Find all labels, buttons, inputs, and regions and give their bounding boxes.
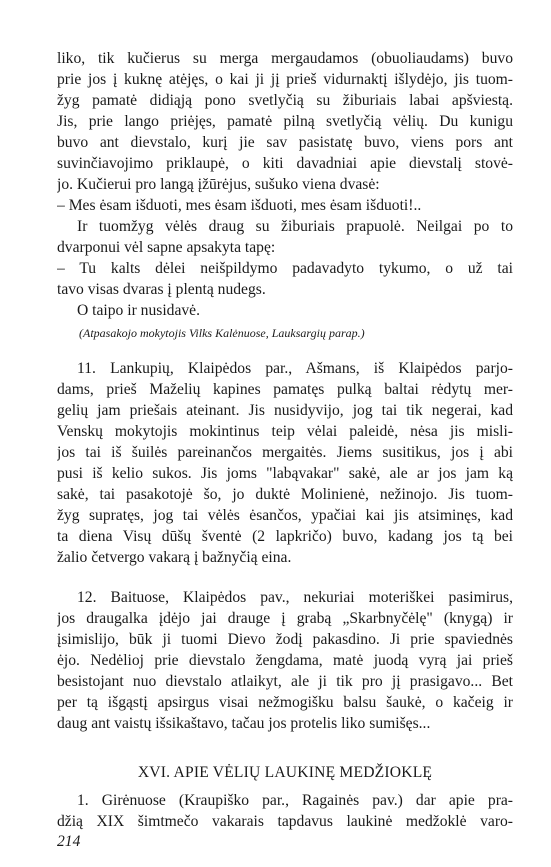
source-attribution: (Atpasakojo mokytojis Vilks Kalėnuose, Lauksargių parap.) xyxy=(79,326,365,340)
text-line: įsimislijo, būk ji tuomi Dievo žodį pakasdino. Ji prie spaviednės xyxy=(57,631,513,648)
text-line: jos tai iš šuilės pareinančos mergaitės. Jiems susitikus, jos į abi xyxy=(57,444,513,461)
text-line: suvinčiavojimo priklaupė, o kiti davadniai apie dievstalį stovė- xyxy=(57,155,513,172)
text-line: pusi iš kelio sukos. Jis joms "labąvakar" sakė, ale ar jos jam ką xyxy=(57,465,513,482)
text-line: liko, tik kučierus su merga mergaudamos (obuoliaudams) buvo xyxy=(57,50,513,67)
text-line: žalio četvergo vakarą į bažnyčią eina. xyxy=(57,549,292,566)
document-page xyxy=(57,0,513,867)
text-line: Ir tuomžyg vėlės draug su žiburiais prapuolė. Neilgai po to xyxy=(77,218,513,235)
text-line: 1. Girėnuose (Kraupiško par., Ragainės pav.) dar apie pra- xyxy=(77,792,513,809)
text-line: ėjo. Nedėlioj prie dievstalo žengdama, matė juodą vyrą jai prieš xyxy=(57,652,513,669)
text-line: sakė, tai pasakotojė šo, jo duktė Molinienė, nežinojo. Jis tuom- xyxy=(57,486,513,503)
dialogue-line: – Tu kalts dėlei neišpildymo padavadyto tykumo, o už tai xyxy=(57,260,513,277)
text-line: džią XIX šimtmečo vakarais tapdavus laukinė medžoklė varo- xyxy=(57,813,513,830)
text-line: jo. Kučierui pro langą įžūrėjus, sušuko viena dvasė: xyxy=(57,176,380,193)
text-line: Jis, prie lango priėjęs, pamatė pilną svetlyčią vėlių. Du kunigu xyxy=(57,113,513,130)
text-line: besistojant nuo dievstalo atlaikyt, ale ji tik pro jį prasigavo... Bet xyxy=(57,673,513,690)
text-line: 12. Baituose, Klaipėdos pav., nekuriai moteriškei pasimirus, xyxy=(77,589,513,606)
text-line: gelių jam priešais ateinant. Jis nusidyvijo, jog tai tik negerai, kad xyxy=(57,402,513,419)
text-line: buvo ant dievstalo, kurį jie sav pasistatę buvo, viens pors ant xyxy=(57,134,513,151)
section-heading: XVI. APIE VĖLIŲ LAUKINĘ MEDŽIOKLĘ xyxy=(137,764,433,781)
text-line: žyg supratęs, jog tai vėlės ėsančos, ypačiai kai jis atsiminęs, kad xyxy=(57,507,513,524)
text-line: jos draugalka įdėjo jai drauge į grabą „Skarbnyčėlę" (knygą) ir xyxy=(57,610,513,627)
dialogue-line: – Mes ėsam išduoti, mes ėsam išduoti, mes ėsam išduoti!.. xyxy=(57,197,422,214)
text-line: dams, prieš Maželių kapines pamatęs pulką baltai rėdytų mer- xyxy=(57,381,513,398)
text-line: 11. Lankupių, Klaipėdos par., Ašmans, iš Klaipėdos parjo- xyxy=(77,360,513,377)
text-line: O taipo ir nusidavė. xyxy=(77,302,200,319)
text-line: dvarponui vėl sapne apsakyta tapę: xyxy=(57,239,276,256)
text-line: per tą išgąstį apsirgus visai nežmogišku balsu šaukė, o kačeig ir xyxy=(57,694,513,711)
text-line: prie jos į kuknę atėjęs, o kai ji jį prieš vidurnaktį išlydėjo, jis tuom- xyxy=(57,71,513,88)
page-number: 214 xyxy=(57,833,81,850)
text-line: ta diena Visų dūšų šventė (2 lapkričo) buvo, kadang jos tą bei xyxy=(57,528,513,545)
text-line: Venskų mokytojis mokintinus teip vėlai paleidė, nėsa jis misli- xyxy=(57,423,513,440)
text-line: žyg pamatė didiąją pono svetlyčią su žiburiais labai apšviestą. xyxy=(57,92,513,109)
text-line: tavo visas dvaras į plentą nudegs. xyxy=(57,281,266,298)
text-line: daug ant vaistų išsikaštavo, tačau jos protelis liko sumišęs... xyxy=(57,715,431,732)
